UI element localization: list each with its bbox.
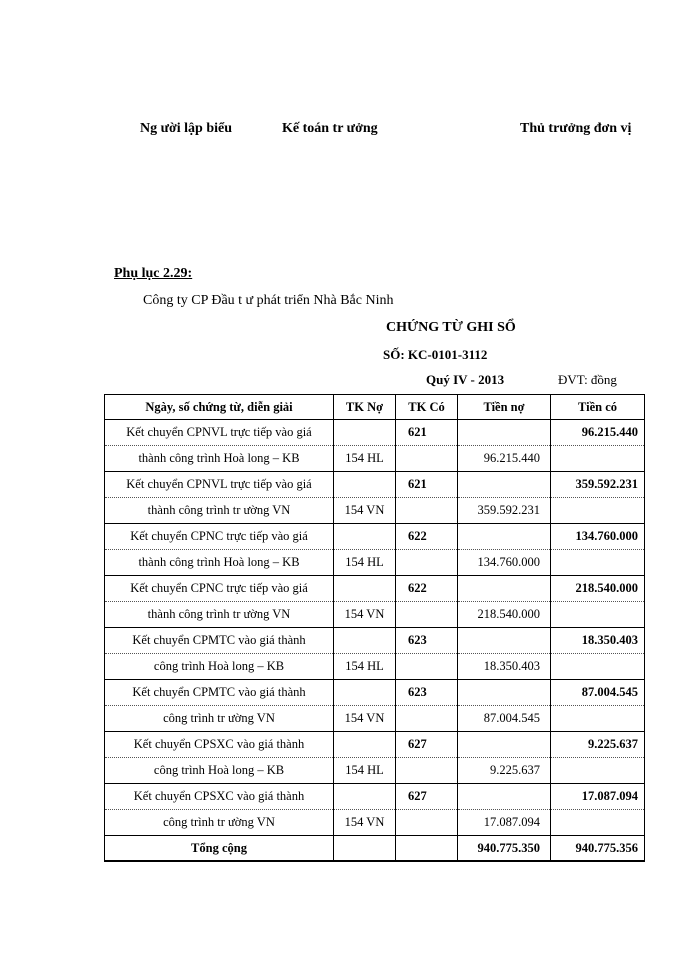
credit-account-empty — [396, 758, 458, 784]
debit-amount: 359.592.231 — [458, 498, 551, 524]
ledger-body — [105, 420, 645, 836]
total-label: Tổng cộng — [105, 836, 334, 862]
debit-amount: 9.225.637 — [458, 758, 551, 784]
entry-description-line1: Kết chuyển CPSXC vào giá thành — [105, 784, 334, 810]
table-row — [105, 810, 645, 836]
debit-amount-empty — [458, 628, 551, 654]
credit-account: 623 — [396, 628, 458, 654]
ledger-table — [104, 394, 645, 862]
debit-account: 154 HL — [334, 550, 396, 576]
entry-description-line2: công trình Hoà long – KB — [105, 758, 334, 784]
table-row — [105, 784, 645, 810]
debit-account: 154 VN — [334, 498, 396, 524]
debit-account-empty — [334, 576, 396, 602]
credit-account-empty — [396, 706, 458, 732]
currency-unit: ĐVT: đồng — [558, 372, 617, 387]
credit-amount: 18.350.403 — [551, 628, 645, 654]
table-row — [105, 732, 645, 758]
credit-account-empty — [396, 498, 458, 524]
table-row — [105, 550, 645, 576]
debit-amount-empty — [458, 784, 551, 810]
debit-account-empty — [334, 680, 396, 706]
credit-amount: 96.215.440 — [551, 420, 645, 446]
total-credit: 940.775.356 — [551, 836, 645, 862]
table-row — [105, 524, 645, 550]
company-name: Công ty CP Đầu t ư phát triển Nhà Bắc Ninh — [143, 293, 394, 308]
credit-account-empty — [396, 602, 458, 628]
table-row — [105, 420, 645, 446]
table-row — [105, 758, 645, 784]
credit-account: 623 — [396, 680, 458, 706]
signature-chief-accountant: Kế toán tr ưởng — [282, 121, 378, 136]
debit-account: 154 VN — [334, 602, 396, 628]
column-header: Ngày, số chứng từ, diễn giải — [105, 395, 334, 420]
debit-amount: 218.540.000 — [458, 602, 551, 628]
total-debit: 940.775.350 — [458, 836, 551, 862]
table-row — [105, 654, 645, 680]
table-row — [105, 628, 645, 654]
table-row — [105, 706, 645, 732]
credit-amount: 17.087.094 — [551, 784, 645, 810]
entry-description-line1: Kết chuyển CPMTC vào giá thành — [105, 680, 334, 706]
credit-amount-empty — [551, 758, 645, 784]
table-row — [105, 602, 645, 628]
table-row — [105, 576, 645, 602]
document-title: CHỨNG TỪ GHI SỔ — [386, 320, 516, 335]
debit-amount: 96.215.440 — [458, 446, 551, 472]
credit-account: 622 — [396, 524, 458, 550]
debit-account: 154 HL — [334, 654, 396, 680]
debit-amount-empty — [458, 524, 551, 550]
table-row — [105, 680, 645, 706]
debit-account: 154 HL — [334, 446, 396, 472]
column-header: TK Có — [396, 395, 458, 420]
credit-amount-empty — [551, 446, 645, 472]
credit-account: 627 — [396, 784, 458, 810]
debit-amount-empty — [458, 420, 551, 446]
debit-account-empty — [334, 524, 396, 550]
entry-description-line2: công trình tr ường VN — [105, 706, 334, 732]
debit-account: 154 VN — [334, 810, 396, 836]
entry-description-line2: thành công trình Hoà long – KB — [105, 446, 334, 472]
debit-amount-empty — [458, 732, 551, 758]
debit-account-empty — [334, 472, 396, 498]
entry-description-line2: công trình tr ường VN — [105, 810, 334, 836]
signature-preparer: Ng ười lập biểu — [140, 121, 233, 136]
credit-amount: 359.592.231 — [551, 472, 645, 498]
entry-description-line1: Kết chuyển CPNC trực tiếp vào giá — [105, 576, 334, 602]
credit-account-empty — [396, 654, 458, 680]
entry-description-line2: công trình Hoà long – KB — [105, 654, 334, 680]
credit-amount-empty — [551, 654, 645, 680]
document-number: SỐ: KC-0101-3112 — [383, 347, 488, 362]
debit-amount: 18.350.403 — [458, 654, 551, 680]
credit-amount: 9.225.637 — [551, 732, 645, 758]
debit-account: 154 HL — [334, 758, 396, 784]
entry-description-line1: Kết chuyển CPNVL trực tiếp vào giá — [105, 472, 334, 498]
entry-description-line2: thành công trình Hoà long – KB — [105, 550, 334, 576]
debit-amount: 17.087.094 — [458, 810, 551, 836]
appendix-label: Phụ lục 2.29: — [114, 266, 193, 281]
total-row — [105, 836, 645, 862]
column-header: Tiền nợ — [458, 395, 551, 420]
debit-account: 154 VN — [334, 706, 396, 732]
credit-amount-empty — [551, 810, 645, 836]
table-row — [105, 472, 645, 498]
credit-account: 627 — [396, 732, 458, 758]
debit-account-empty — [334, 628, 396, 654]
total-credit-account — [396, 836, 458, 862]
credit-account-empty — [396, 446, 458, 472]
debit-amount: 134.760.000 — [458, 550, 551, 576]
credit-amount-empty — [551, 602, 645, 628]
credit-account: 621 — [396, 420, 458, 446]
signature-head-of-unit: Thủ trưởng đơn vị — [520, 121, 632, 136]
debit-amount-empty — [458, 680, 551, 706]
debit-amount-empty — [458, 576, 551, 602]
credit-account: 622 — [396, 576, 458, 602]
entry-description-line1: Kết chuyển CPSXC vào giá thành — [105, 732, 334, 758]
credit-account-empty — [396, 810, 458, 836]
debit-amount: 87.004.545 — [458, 706, 551, 732]
credit-amount-empty — [551, 550, 645, 576]
entry-description-line2: thành công trình tr ường VN — [105, 602, 334, 628]
entry-description-line1: Kết chuyển CPNVL trực tiếp vào giá — [105, 420, 334, 446]
credit-account: 621 — [396, 472, 458, 498]
credit-amount-empty — [551, 498, 645, 524]
entry-description-line2: thành công trình tr ường VN — [105, 498, 334, 524]
debit-account-empty — [334, 420, 396, 446]
credit-amount: 218.540.000 — [551, 576, 645, 602]
debit-amount-empty — [458, 472, 551, 498]
credit-amount: 134.760.000 — [551, 524, 645, 550]
table-header-row — [105, 395, 645, 420]
entry-description-line1: Kết chuyển CPNC trực tiếp vào giá — [105, 524, 334, 550]
total-debit-account — [334, 836, 396, 862]
credit-amount-empty — [551, 706, 645, 732]
debit-account-empty — [334, 732, 396, 758]
quarter-label: Quý IV - 2013 — [426, 372, 505, 387]
credit-account-empty — [396, 550, 458, 576]
credit-amount: 87.004.545 — [551, 680, 645, 706]
table-row — [105, 498, 645, 524]
column-header: TK Nợ — [334, 395, 396, 420]
table-row — [105, 446, 645, 472]
debit-account-empty — [334, 784, 396, 810]
column-header: Tiền có — [551, 395, 645, 420]
entry-description-line1: Kết chuyển CPMTC vào giá thành — [105, 628, 334, 654]
